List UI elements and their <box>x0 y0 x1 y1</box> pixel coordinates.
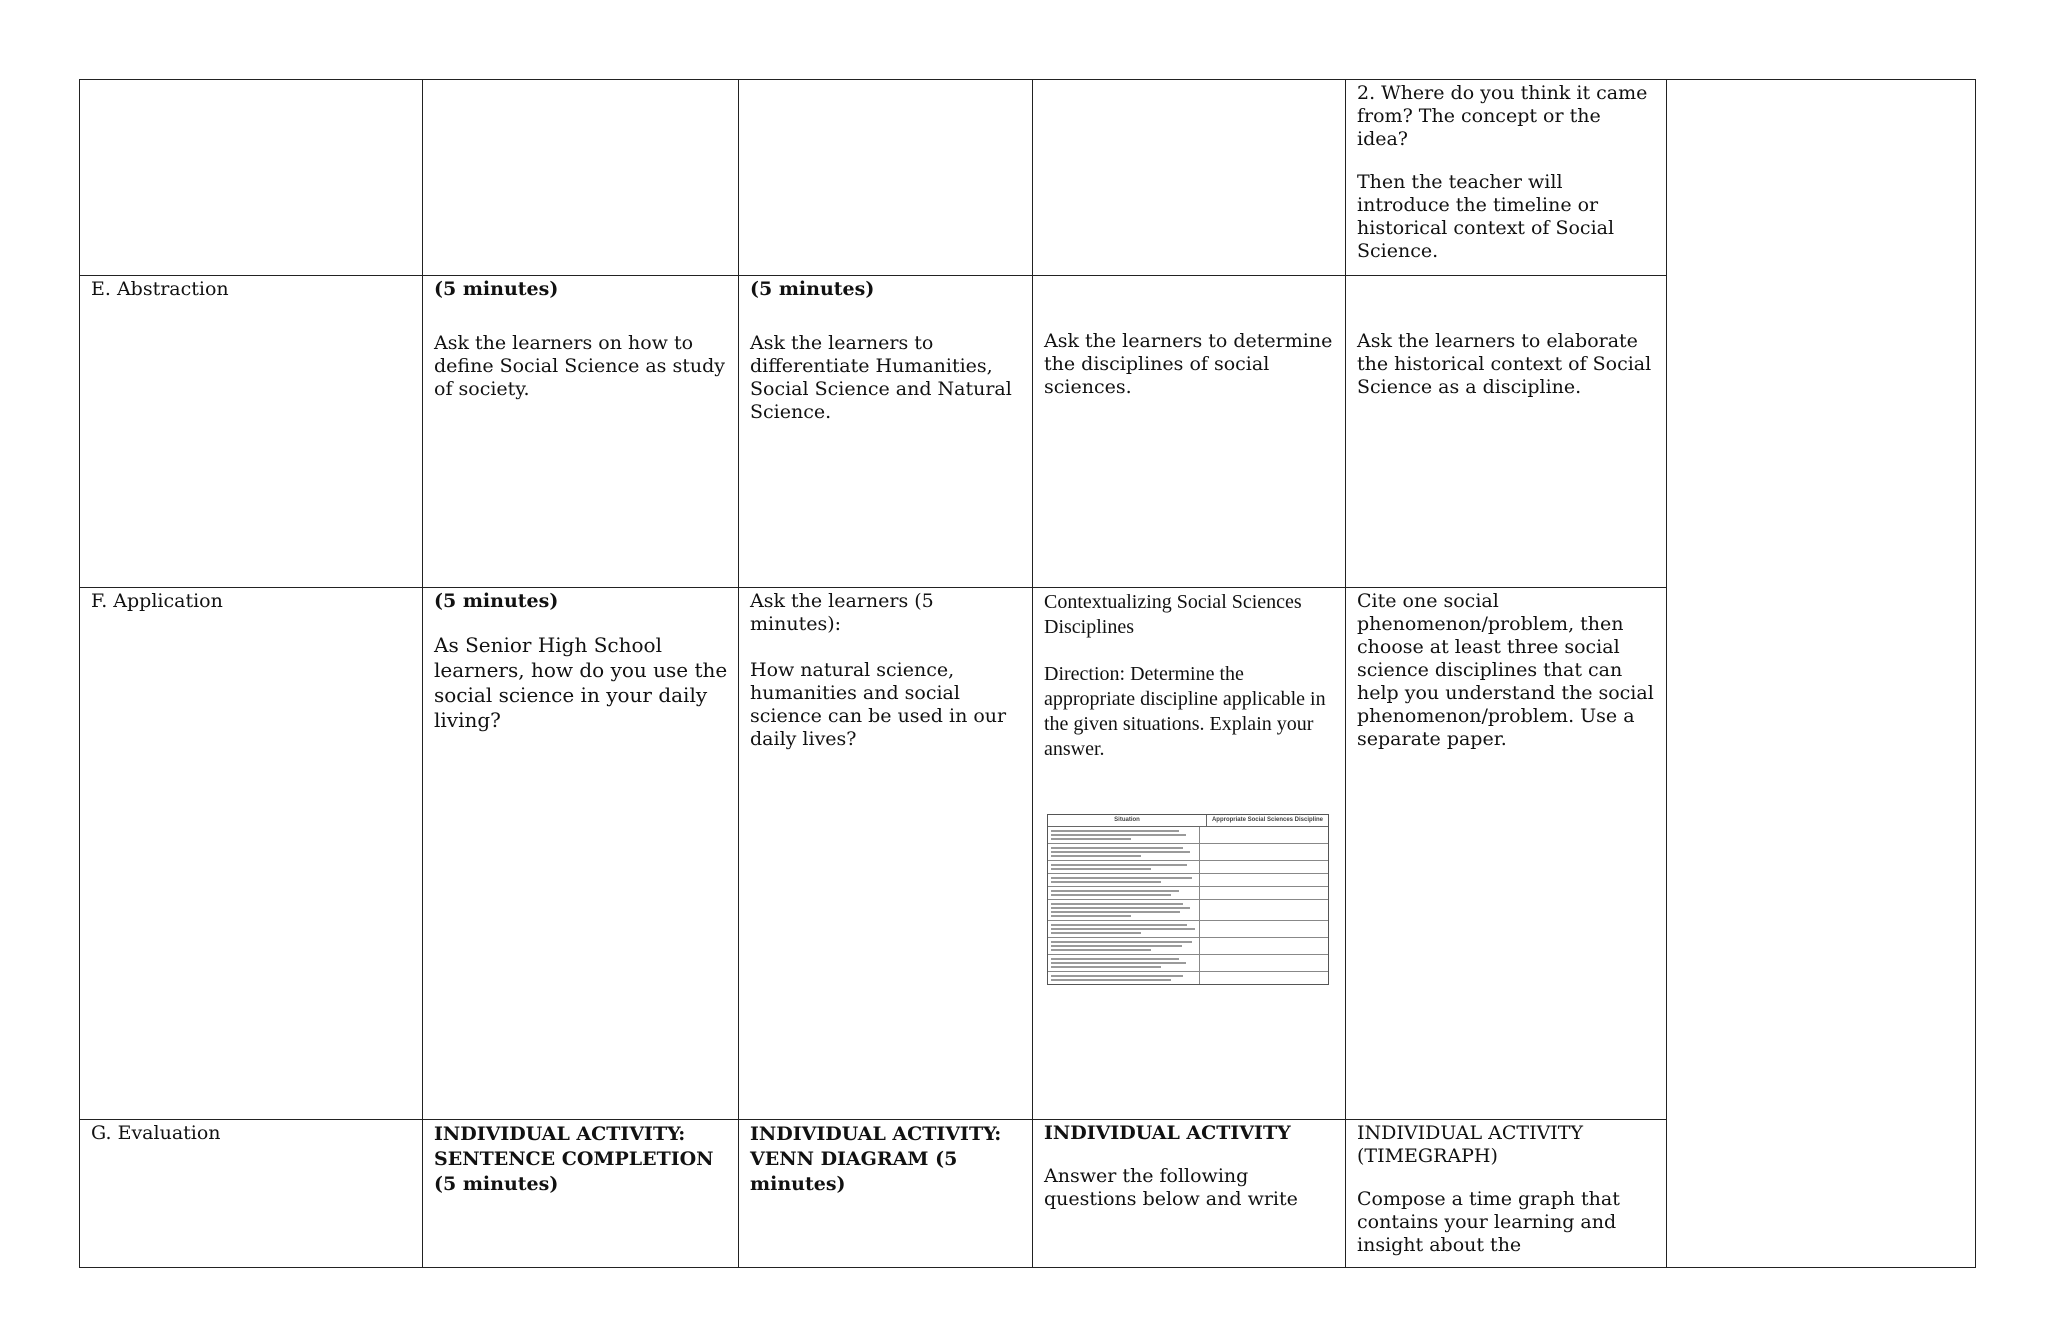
worksheet-row <box>1048 921 1328 938</box>
worksheet-header-discipline: Appropriate Social Sciences Discipline <box>1211 817 1324 823</box>
worksheet-row <box>1048 972 1328 984</box>
table-cell <box>1346 276 1667 588</box>
row-label-cell <box>80 588 423 1120</box>
row-label-cell <box>80 1120 423 1268</box>
table-cell <box>423 1120 739 1268</box>
cell-text: Then the teacher will introduce the timeline or historical context of Social Science. <box>1357 171 1615 262</box>
time-label: (5 minutes) <box>434 278 559 300</box>
cell-text: Ask the learners on how to define Social Science as study of society. <box>434 332 725 400</box>
row-label-cell <box>80 276 423 588</box>
cell-text: Cite one social phenomenon/problem, then choose at least three social science disciplines that can help you understand the social phenomenon/problem. Use a separate paper. <box>1357 590 1654 750</box>
cell-text: How natural science, humanities and social science can be used in our daily lives? <box>750 659 1007 750</box>
row-label: G. Evaluation <box>91 1122 221 1144</box>
table-row <box>80 80 1976 276</box>
worksheet-row <box>1048 938 1328 955</box>
cell-text: As Senior High School learners, how do you use the social science in your daily living? <box>434 633 728 732</box>
cell-text: Answer the following questions below and write <box>1044 1165 1298 1210</box>
table-cell <box>1033 276 1346 588</box>
table-cell <box>1033 80 1346 276</box>
activity-direction: Direction: Determine the appropriate discipline applicable in the given situations. Explain your answer. <box>1044 663 1326 760</box>
table-cell <box>739 588 1033 1120</box>
row-label: F. Application <box>91 590 223 612</box>
lesson-plan-table <box>79 79 1976 1268</box>
cell-text: 2. Where do you think it came from? The concept or the idea? <box>1357 82 1648 150</box>
table-cell <box>423 276 739 588</box>
row-label-cell <box>80 80 423 276</box>
worksheet-row <box>1048 900 1328 921</box>
time-label: (5 minutes) <box>750 278 875 300</box>
activity-title: INDIVIDUAL ACTIVITY: SENTENCE COMPLETION (5 minutes) <box>434 1123 714 1195</box>
worksheet-row <box>1048 874 1328 887</box>
worksheet-rows <box>1048 827 1328 984</box>
table-cell <box>739 80 1033 276</box>
worksheet-row <box>1048 827 1328 844</box>
activity-title: Contextualizing Social Sciences Disciplines <box>1044 591 1302 638</box>
cell-text: Ask the learners to determine the disciplines of social sciences. <box>1044 330 1333 398</box>
cell-text: Ask the learners (5 minutes): <box>750 590 934 635</box>
cell-text: Ask the learners to differentiate Humanities, Social Science and Natural Science. <box>750 332 1012 423</box>
table-cell <box>1033 1120 1346 1268</box>
table-cell <box>1346 588 1667 1120</box>
row-label: E. Abstraction <box>91 278 229 300</box>
time-label: (5 minutes) <box>434 590 559 612</box>
activity-title: INDIVIDUAL ACTIVITY: VENN DIAGRAM (5 minutes) <box>750 1123 1002 1195</box>
table-cell <box>423 80 739 276</box>
table-cell <box>1346 80 1667 276</box>
worksheet-row <box>1048 861 1328 874</box>
worksheet-row <box>1048 955 1328 972</box>
cell-text: Compose a time graph that contains your learning and insight about the <box>1357 1188 1620 1256</box>
worksheet-image <box>1047 814 1329 985</box>
worksheet-row <box>1048 844 1328 861</box>
table-cell <box>1346 1120 1667 1268</box>
cell-text: Ask the learners to elaborate the historical context of Social Science as a discipline. <box>1357 330 1652 398</box>
table-cell <box>423 588 739 1120</box>
worksheet-header-situation: Situation <box>1048 815 1207 826</box>
table-cell <box>739 1120 1033 1268</box>
notes-column-cell <box>1667 80 1976 1268</box>
table-cell <box>1033 588 1346 1120</box>
table-cell <box>739 276 1033 588</box>
activity-title: INDIVIDUAL ACTIVITY <box>1044 1122 1291 1144</box>
activity-title: INDIVIDUAL ACTIVITY (TIMEGRAPH) <box>1357 1122 1584 1167</box>
worksheet-row <box>1048 887 1328 900</box>
